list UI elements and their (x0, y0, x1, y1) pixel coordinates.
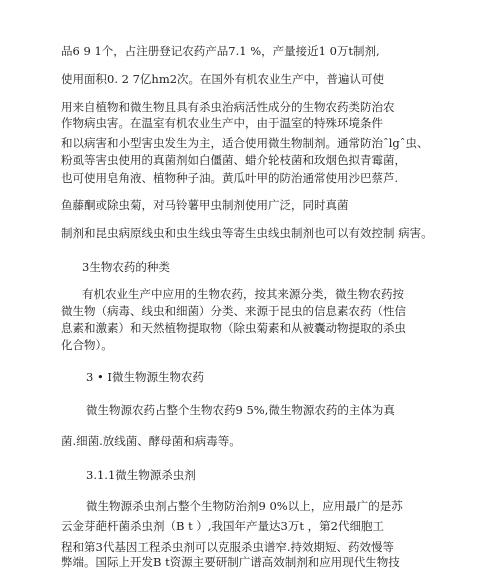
paragraph-line: 鱼藤酮或除虫菊，对马铃薯甲虫制剂使用广泛，同时真菌 (61, 198, 349, 212)
paragraph-line: 息素和激素）和天然植物提取物（除虫菊素和从被囊动物提取的杀虫 (61, 321, 406, 335)
paragraph-line: 用来自植物和微生物且具有杀虫治病活性成分的生物农药类防治农 (61, 100, 395, 114)
paragraph-line: 品6 9 1个，占注册登记农药产品7.1 %，产量接近1 0万t制剂, (61, 44, 380, 58)
paragraph-line: 也可使用皂角液、植物种子油。黄瓜叶甲的防治通常使用沙巴蔡芦. (61, 171, 399, 185)
section-heading: 3生物农药的种类 (82, 260, 170, 274)
paragraph-line: 粉虱等害虫使用的真菌剂如白僵菌、蜡介轮枝菌和玫烟色拟青霉菌， (61, 153, 406, 167)
paragraph-line: 制剂和昆虫病原线虫和虫生线虫等寄生虫线虫制剂也可以有效控制 病害。 (61, 226, 433, 240)
paragraph-line: 使用面积0. 2 7亿hm2次。在国外有机农业生产中，普遍认可使 (61, 72, 385, 86)
paragraph-line: 和以病害和小型害虫发生为主，适合使用微生物制剂。通常防治ˆlgˆ虫、 (61, 136, 429, 150)
paragraph-line: 弊端。国际上开发B t资源主要研制广谱高效制剂和应用现代生物技 (61, 555, 400, 569)
section-heading: 3 • I微生物源生物农药 (86, 370, 204, 384)
paragraph-line: 程和第3代基因工程杀虫剂可以克服杀虫谱窄.持效期短、药效慢等 (61, 540, 394, 554)
paragraph-line: 菌.细菌.放线菌、酵母菌和病毒等。 (61, 434, 241, 448)
section-heading: 3.1.1微生物源杀虫剂 (86, 468, 196, 482)
paragraph-line: 微生物（病毒、线虫和细菌）分类、来源于昆虫的信息素农药（性信 (61, 304, 406, 318)
paragraph-line: 作物病虫害。在温室有机农业生产中，由于温室的特殊环境条件 (61, 116, 383, 130)
paragraph-line: 有机农业生产中应用的生物农药，按其来源分类，微生物农药按 (82, 287, 404, 301)
paragraph-line: 微生物源农药占整个生物农药9 5%,微生物源农药的主体为真 (86, 403, 395, 417)
paragraph-line: 化合物）。 (61, 338, 113, 352)
paragraph-line: 云金芽葩杆菌杀虫剂（B t ）,我国年产量达3万t ，第2代细胞工 (61, 519, 384, 533)
paragraph-line: 微生物源杀虫剂占整个生物防治剂9 0%以上，应用最广的是苏 (86, 499, 403, 513)
